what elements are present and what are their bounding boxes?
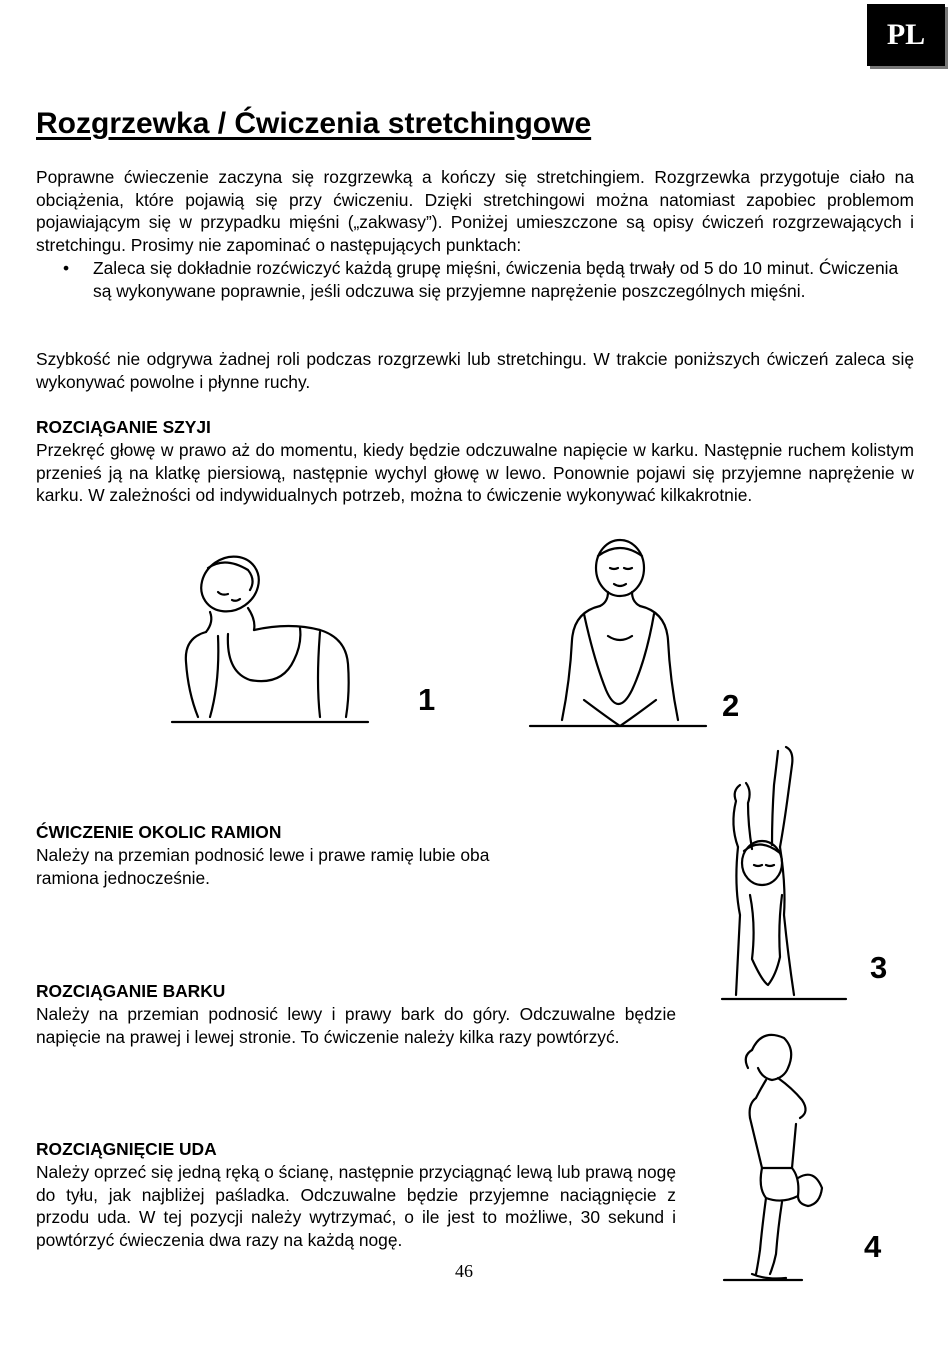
section-heading-neck: ROZCIĄGANIE SZYJI — [36, 417, 211, 437]
figure-number-2: 2 — [722, 688, 740, 723]
figure-number-1: 1 — [418, 682, 436, 717]
figure-neck-stretch — [170, 552, 370, 727]
figure-thigh-stretch — [722, 1028, 842, 1283]
bullet-list — [36, 257, 914, 302]
section-heading-thigh: ROZCIĄGNIĘCIE UDA — [36, 1139, 217, 1159]
figure-number-3: 3 — [870, 950, 888, 985]
bullet-icon: • — [63, 258, 70, 278]
section-text-arms — [36, 844, 636, 889]
page-number: 46 — [455, 1261, 473, 1281]
section-heading-arms: ĆWICZENIE OKOLIC RAMION — [36, 822, 282, 842]
section-heading-shoulder: ROZCIĄGANIE BARKU — [36, 981, 226, 1001]
figure-standing-front — [528, 540, 708, 730]
list-item — [36, 257, 914, 302]
section-text-arms-line2: ramiona jednocześnie. — [36, 867, 211, 888]
page-title: Rozgrzewka / Ćwiczenia stretchingowe — [36, 107, 592, 140]
figure-number-4: 4 — [864, 1229, 882, 1264]
section-text-arms-line1: Należy na przemian podnosić lewe i prawe ramię lubie oba — [36, 845, 490, 865]
section-text-neck: Przekręć głowę w prawo aż do momentu, kiedy będzie odczuwalne napięcie w karku. Następnie ruchem kolistym przenieś ją na klatkę piersiową, następnie wychyl głowę w lewo. Ponownie pojawi się przyjemne naprężenie w karku. W zależności od indywidualnych potrzeb, można to ćwiczenie wykonywać kilkakrotnie. — [36, 440, 914, 506]
language-badge: PL — [867, 4, 945, 66]
figure-arms-raised — [722, 745, 852, 1003]
speed-note-paragraph: Szybkość nie odgrywa żadnej roli podczas rozgrzewki lub stretchingu. W trakcie poniższych ćwiczeń zaleca się wykonywać powolne i płynne ruchy. — [36, 349, 914, 392]
bullet-text: Zaleca się dokładnie rozćwiczyć każdą grupę mięśni, ćwiczenia będą trwały od 5 do 10 minut. Ćwiczenia są wykonywane poprawnie, jeśli odczuwa się przyjemne naprężenie poszczególnych mięśni. — [93, 258, 899, 301]
section-text-shoulder: Należy na przemian podnosić lewy i prawy bark do góry. Odczuwalne będzie napięcie na prawej i lewej stronie. To ćwiczenie należy kilka razy powtórzyć. — [36, 1004, 676, 1047]
section-text-thigh: Należy oprzeć się jedną ręką o ścianę, następnie przyciągnąć lewą lub prawą nogę do tyłu, jak najbliżej paśladka. Odczuwalne będzie przyjemne naciągnięcie z przodu uda. W tej pozycji należy wytrzymać, o ile jest to możliwe, 30 sekund i powtórzyć ćwieczenia dwa razy na każdą nogę. — [36, 1162, 676, 1250]
intro-paragraph: Poprawne ćwieczenie zaczyna się rozgrzewką a kończy się stretchingiem. Rozgrzewka przygotuje ciało na obciążenia, które pojawią się przy ćwiczeniu. Dzięki stretchingowi można natomiast zapobiec problemom pojawiającym się w przypadku mięśni („zakwasy”). Poniżej umieszczone są opisy ćwiczeń rozgrzewających i stretchingu. Prosimy nie zapominać o następujących punktach: — [36, 167, 914, 255]
